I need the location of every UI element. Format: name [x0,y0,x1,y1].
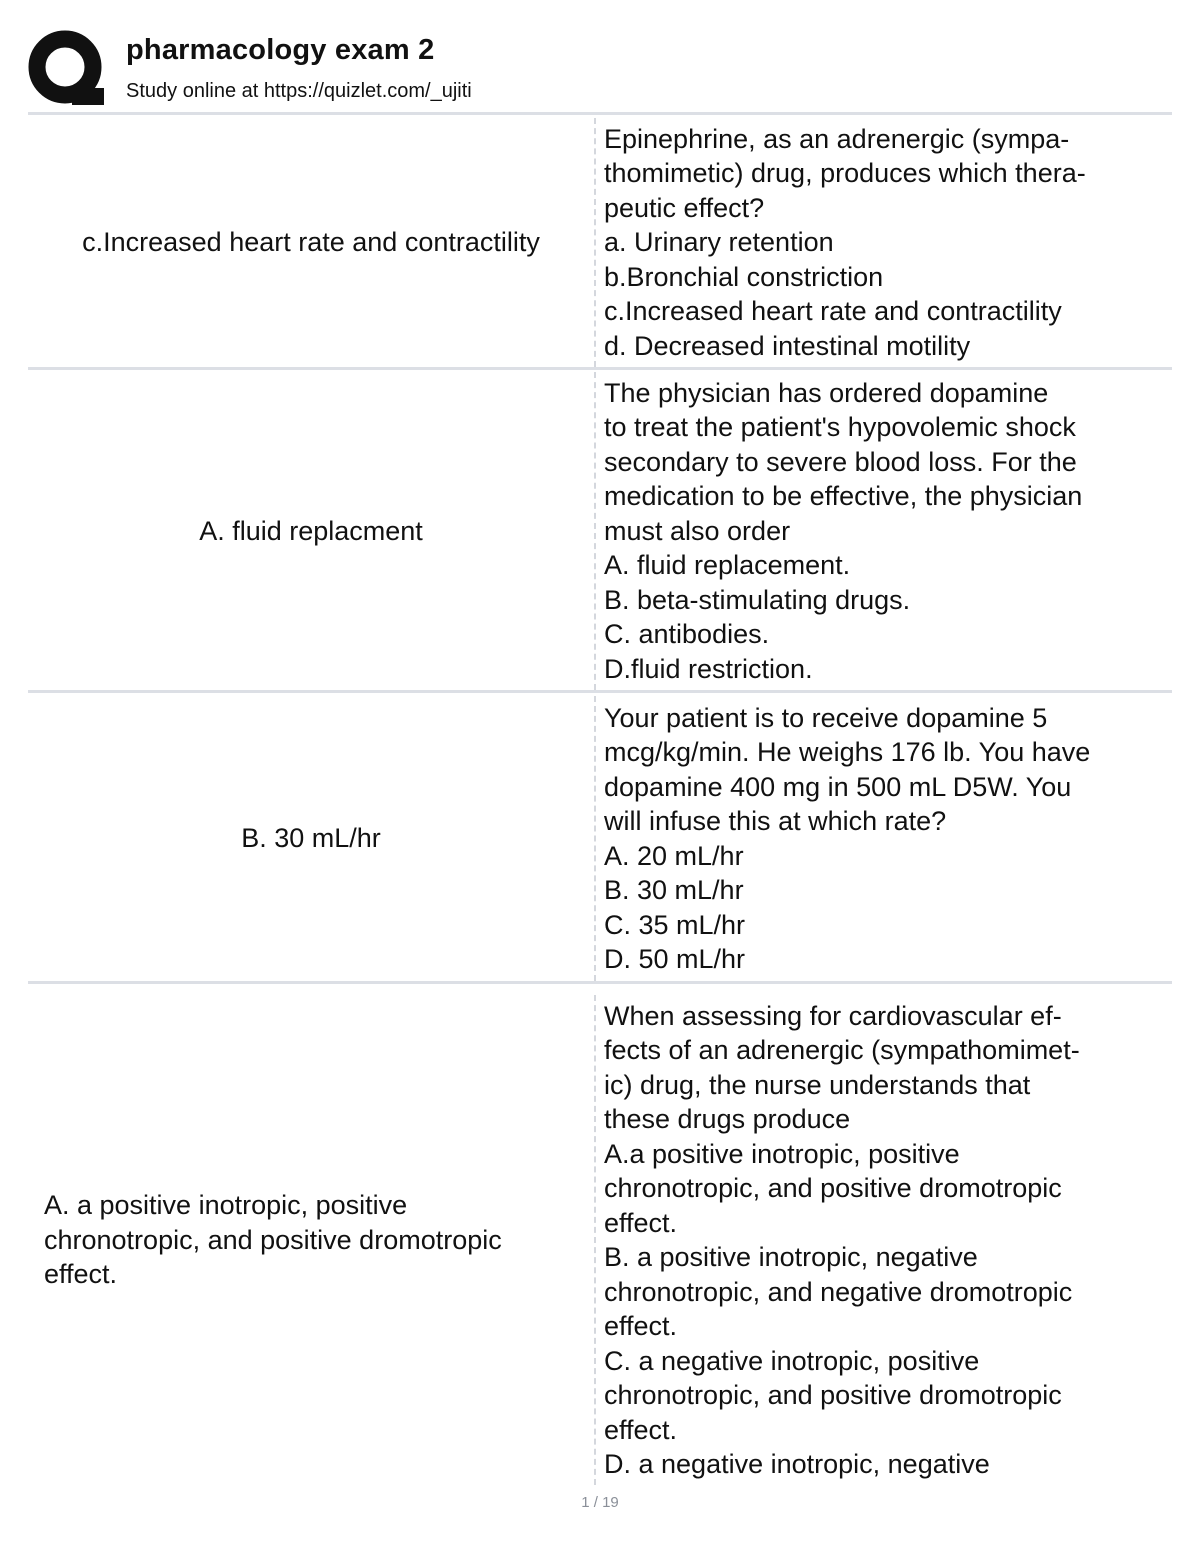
question-line: chronotropic, and positive dromotropic [604,1380,1062,1410]
answer-line: effect. [44,1259,118,1290]
question-line: thomimetic) drug, produces which thera- [604,158,1086,189]
document-title: pharmacology exam 2 [126,34,435,66]
question-line: c.Increased heart rate and contractility [604,296,1062,327]
question-line: mcg/kg/min. He weighs 176 lb. You have [604,737,1091,767]
question-line: Epinephrine, as an adrenergic (sympa- [604,123,1070,154]
card-answer: B. 30 mL/hr [241,823,381,854]
question-line: C. antibodies. [604,619,770,650]
question-line: dopamine 400 mg in 500 mL D5W. You [604,771,1072,802]
question-line: B. beta-stimulating drugs. [604,584,911,615]
question-line: peutic effect? [604,192,765,223]
question-line: d. Decreased intestinal motility [604,330,971,361]
answer-line: chronotropic, and positive dromotropic [44,1224,502,1255]
question-line: medication to be effective, the physician [604,481,1083,512]
question-line: effect. [604,1311,678,1341]
question-line: to treat the patient's hypovolemic shock [604,412,1076,443]
question-line: C. a negative inotropic, positive [604,1345,980,1376]
question-line: chronotropic, and negative dromotropic [604,1276,1073,1307]
study-online-link[interactable]: Study online at https://quizlet.com/_ujiti [126,80,472,102]
separator [28,367,1172,370]
question-line: effect. [604,1207,678,1238]
question-line: must also order [604,515,791,546]
separator [28,112,1172,115]
card-answer [28,995,594,1485]
question-line: B. a positive inotropic, negative [604,1242,978,1272]
question-line: D. 50 mL/hr [604,944,746,974]
card-answer: A. fluid replacment [199,515,423,546]
question-line: C. 35 mL/hr [604,909,746,940]
flashcard-row [28,372,1172,690]
card-question [604,372,1172,690]
flashcard-row [28,118,1172,367]
question-line: B. 30 mL/hr [604,875,744,905]
question-line: A.a positive inotropic, positive [604,1138,960,1169]
column-divider [594,372,596,690]
question-line: secondary to severe blood loss. For the [604,446,1077,477]
question-line: a. Urinary retention [604,227,834,258]
question-line: When assessing for cardiovascular ef- [604,1000,1062,1031]
question-line: ic) drug, the nurse understands that [604,1069,1031,1100]
question-line: Your patient is to receive dopamine 5 [604,702,1048,733]
question-line: D. a negative inotropic, negative [604,1449,990,1479]
card-question [604,696,1172,981]
flashcard-row [28,696,1172,981]
flashcard-row [28,995,1172,1485]
quizlet-q-logo-icon [28,30,106,108]
card-answer: c.Increased heart rate and contractility [82,227,540,258]
card-question [604,995,1172,1485]
question-line: D.fluid restriction. [604,653,813,684]
question-line: these drugs produce [604,1104,851,1134]
document-header [28,28,1178,110]
question-line: The physician has ordered dopamine [604,377,1049,408]
question-line: A. fluid replacement. [604,550,851,581]
separator [28,690,1172,693]
question-line: fects of an adrenergic (sympathomimet- [604,1035,1080,1065]
separator [28,981,1172,984]
question-line: chronotropic, and positive dromotropic [604,1173,1062,1203]
page-indicator: 1 / 19 [581,1494,619,1511]
question-line: A. 20 mL/hr [604,840,744,871]
question-line: will infuse this at which rate? [604,806,947,836]
column-divider [594,696,596,981]
column-divider [594,118,596,367]
column-divider [594,995,596,1485]
question-line: effect. [604,1414,678,1445]
card-question [604,118,1172,367]
question-line: b.Bronchial constriction [604,261,884,292]
answer-line: A. a positive inotropic, positive [44,1190,408,1221]
